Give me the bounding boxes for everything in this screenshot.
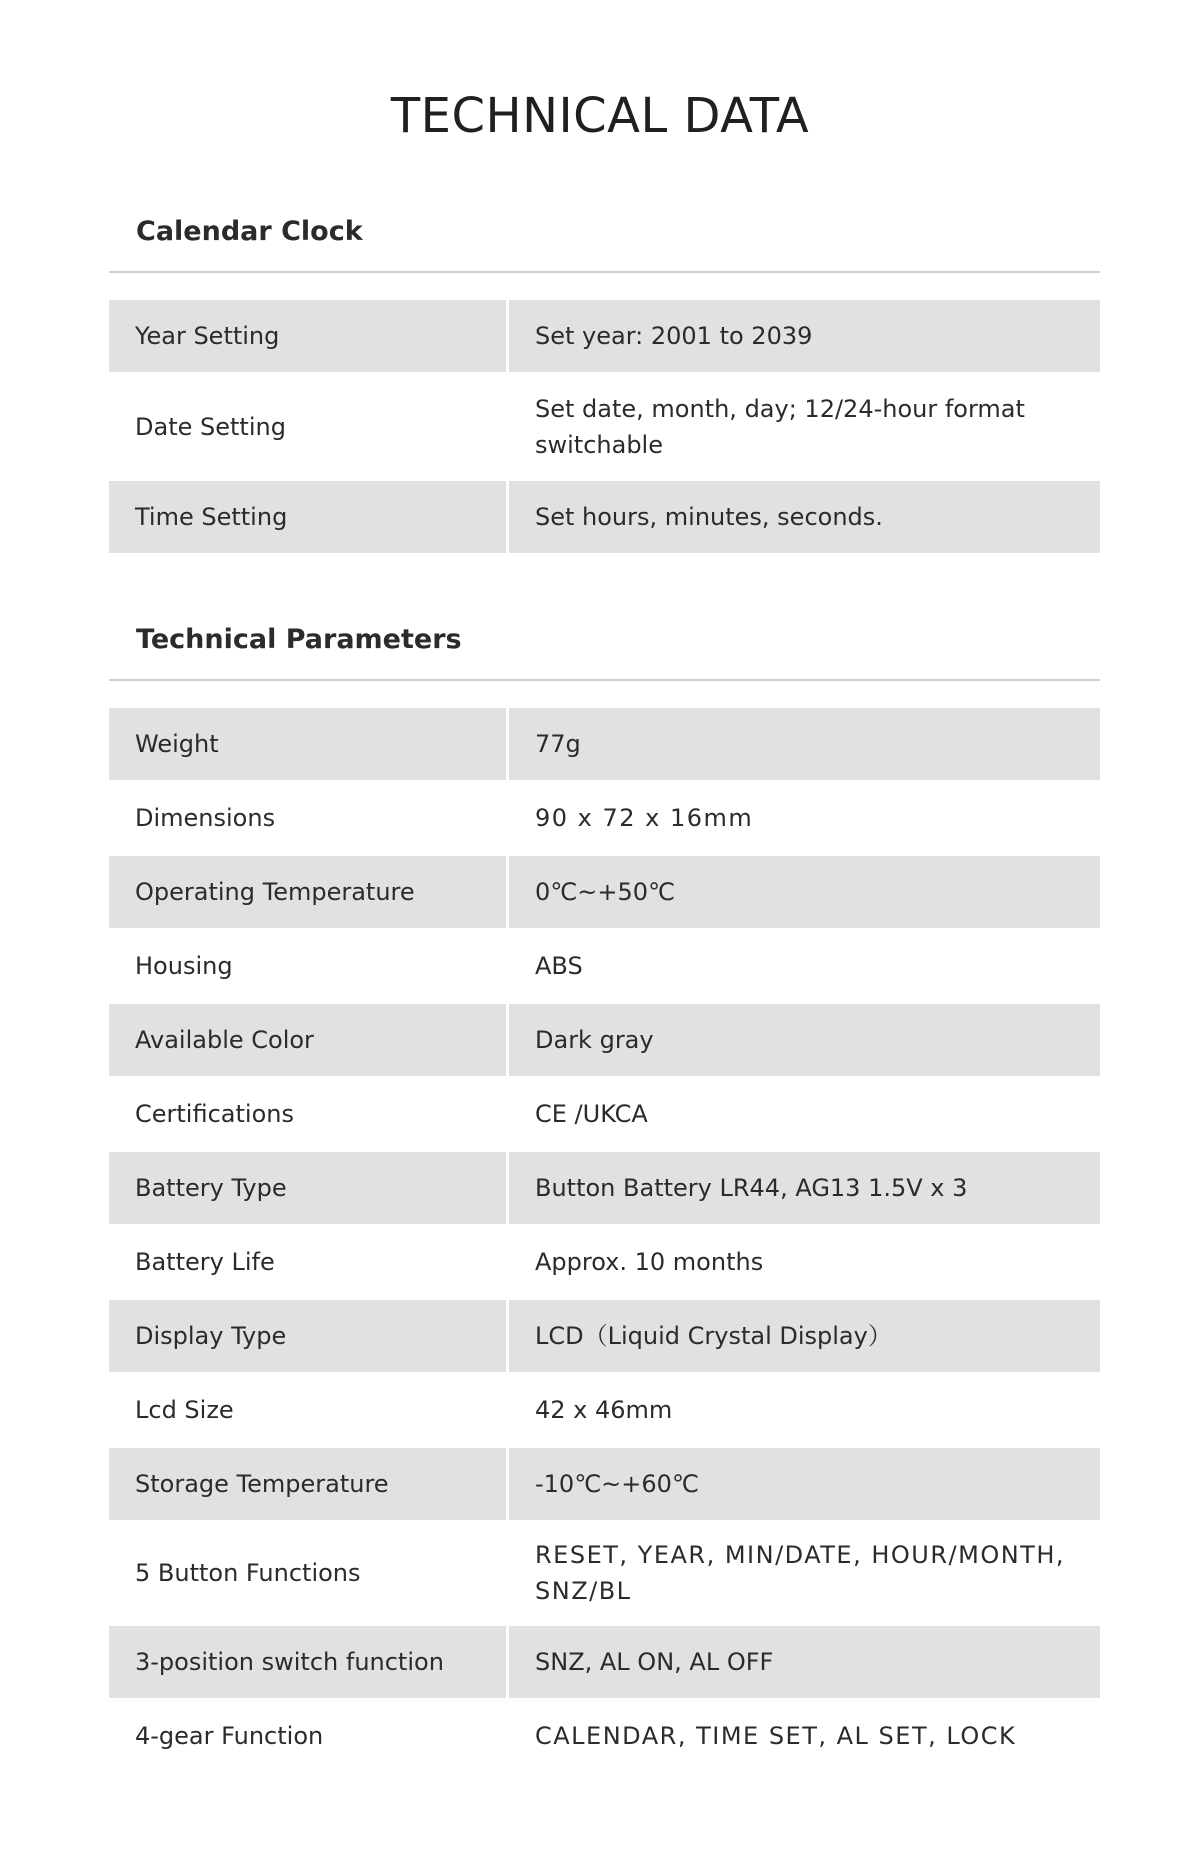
spec-label: Date Setting (135, 412, 286, 441)
table-row (109, 1520, 1100, 1626)
spec-label: Battery Type (109, 1152, 506, 1224)
table-row (109, 1152, 1100, 1224)
spec-value: CE /UKCA (535, 1100, 648, 1128)
table-row (109, 780, 1100, 856)
spec-label: Storage Temperature (109, 1448, 506, 1520)
spec-label: Certifications (135, 1100, 294, 1128)
technical-parameters-table (109, 708, 1100, 1774)
spec-label: Time Setting (109, 481, 506, 553)
spec-label: 4-gear Function (135, 1722, 324, 1750)
spec-value: SNZ, AL ON, AL OFF (509, 1626, 1100, 1698)
spec-label: Battery Life (135, 1248, 275, 1276)
calendar-clock-table (109, 300, 1100, 553)
section-heading-technical-parameters: Technical Parameters (109, 623, 1100, 681)
table-row (109, 1076, 1100, 1152)
table-row (109, 856, 1100, 928)
spec-label: Weight (109, 708, 506, 780)
page-title: TECHNICAL DATA (390, 88, 810, 144)
spec-value: CALENDAR, TIME SET, AL SET, LOCK (535, 1722, 1017, 1750)
table-row (109, 372, 1100, 481)
table-row (109, 1224, 1100, 1300)
table-row (109, 1004, 1100, 1076)
spec-label: Year Setting (109, 300, 506, 372)
spec-value: LCD（Liquid Crystal Display） (509, 1300, 1100, 1372)
spec-value: ABS (535, 952, 583, 980)
spec-value: RESET, YEAR, MIN/DATE, HOUR/MONTH, SNZ/BL (535, 1541, 1066, 1605)
spec-label: Dimensions (135, 804, 276, 832)
spec-label: Lcd Size (135, 1396, 234, 1424)
spec-value: Set date, month, day; 12/24-hour format switchable (535, 394, 1025, 459)
table-row (109, 1372, 1100, 1448)
spec-label: Housing (135, 952, 233, 980)
spec-value: Set hours, minutes, seconds. (509, 481, 1100, 553)
spec-label: 3-position switch function (109, 1626, 506, 1698)
table-row (109, 1698, 1100, 1774)
spec-value: Approx. 10 months (535, 1248, 764, 1276)
spec-value: Dark gray (509, 1004, 1100, 1076)
spec-label: 5 Button Functions (135, 1559, 361, 1587)
technical-parameters-section (109, 623, 1100, 1774)
spec-label: Operating Temperature (109, 856, 506, 928)
table-row (109, 1448, 1100, 1520)
spec-label: Display Type (109, 1300, 506, 1372)
table-row (109, 300, 1100, 372)
spec-value: 90 x 72 x 16mm (535, 804, 754, 832)
table-row (109, 708, 1100, 780)
spec-value: -10℃~+60℃ (509, 1448, 1100, 1520)
spec-value: 42 x 46mm (535, 1396, 673, 1424)
calendar-clock-section (109, 215, 1100, 553)
table-row (109, 928, 1100, 1004)
section-heading-calendar-clock: Calendar Clock (109, 215, 1100, 273)
spec-label: Available Color (109, 1004, 506, 1076)
spec-value: Set year: 2001 to 2039 (509, 300, 1100, 372)
table-row (109, 481, 1100, 553)
spec-value: Button Battery LR44, AG13 1.5V x 3 (509, 1152, 1100, 1224)
table-row (109, 1626, 1100, 1698)
spec-value: 77g (509, 708, 1100, 780)
spec-value: 0℃~+50℃ (509, 856, 1100, 928)
table-row (109, 1300, 1100, 1372)
